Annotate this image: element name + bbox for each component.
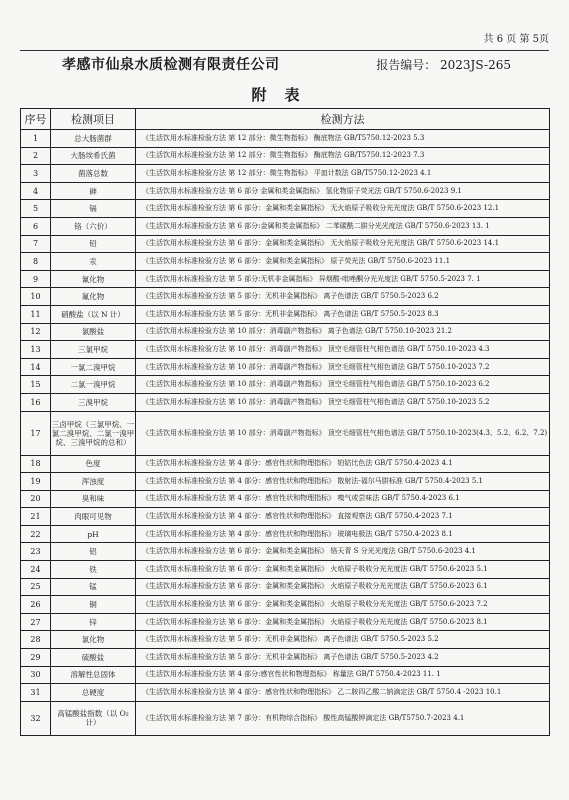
table-row [21,666,550,684]
test-item: 镉 [51,200,136,218]
row-index: 17 [21,411,51,455]
test-item: 锰 [51,578,136,596]
row-index: 30 [21,666,51,684]
table-row [21,200,550,218]
row-index: 10 [21,288,51,306]
row-index: 21 [21,508,51,526]
test-method: 《生活饮用水标准检验方法 第 12 部分：微生物指标》 平皿计数法 GB/T5750.12-2023 4.1 [136,165,550,183]
row-index: 31 [21,684,51,702]
test-method: 《生活饮用水标准检验方法 第 5 部分：无机非金属指标》 离子色谱法 GB/T 5750.5-2023 5.2 [136,631,550,649]
row-index: 4 [21,182,51,200]
test-item: 菌落总数 [51,165,136,183]
row-index: 15 [21,376,51,394]
table-row [21,323,550,341]
row-index: 7 [21,235,51,253]
test-method: 《生活饮用水标准检验方法 第 6 部分：金属和类金属指标》 火焰原子吸收分光光度法 GB/T 5750.6-2023 8.1 [136,613,550,631]
row-index: 32 [21,701,51,735]
table-row [21,288,550,306]
row-index: 26 [21,596,51,614]
table-row [21,217,550,235]
table-row [21,543,550,561]
header-index: 序号 [21,109,51,130]
row-index: 3 [21,165,51,183]
row-index: 18 [21,455,51,473]
row-index: 24 [21,561,51,579]
row-index: 20 [21,490,51,508]
test-method: 《生活饮用水标准检验方法 第 6 部分：金属和类金属指标》 无火焰原子吸收分光光度法 GB/T 5750.6-2023 12.1 [136,200,550,218]
test-item: 总硬度 [51,684,136,702]
table-row [21,613,550,631]
test-method: 《生活饮用水标准检验方法 第 10 部分：消毒副产物指标》 顶空毛细管柱气相色谱法 GB/T 5750.10-2023(4.3、5.2、6.2、7.2) [136,411,550,455]
table-row [21,631,550,649]
test-item: 铜 [51,596,136,614]
test-method: 《生活饮用水标准检验方法 第 4 部分：感官性状和物理指标》 嗅气或尝味法 GB/T 5750.4-2023 6.1 [136,490,550,508]
test-method: 《生活饮用水标准检验方法 第 10 部分：消毒副产物指标》 顶空毛细管柱气相色谱法 GB/T 5750.10-2023 7.2 [136,358,550,376]
row-index: 22 [21,525,51,543]
test-method: 《生活饮用水标准检验方法 第 4 部分：感官性状和物理指标》 乙二胺四乙酸二钠滴定法 GB/T 5750.4 -2023 10.1 [136,684,550,702]
page-info: 共 6 页 第 5页 [483,34,549,45]
table-row [21,701,550,735]
test-item: 三溴甲烷 [51,393,136,411]
test-item: 硝酸盐（以 N 计） [51,305,136,323]
test-item: 氯酸盐 [51,323,136,341]
test-item: 二氯一溴甲烷 [51,376,136,394]
table-row [21,147,550,165]
test-item: 高锰酸盐指数（以 O₂ 计） [51,701,136,735]
test-item: 溶解性总固体 [51,666,136,684]
row-index: 2 [21,147,51,165]
test-item: 三卤甲烷（三氯甲烷、一氯二溴甲烷、二氯一溴甲烷、三溴甲烷的总和） [51,411,136,455]
test-method: 《生活饮用水标准检验方法 第 6 部分：金属和类金属指标》 火焰原子吸收分光光度法 GB/T 5750.6-2023 7.2 [136,596,550,614]
test-method: 《生活饮用水标准检验方法 第 10 部分：消毒副产物指标》 顶空毛细管柱气相色谱法 GB/T 5750.10-2023 6.2 [136,376,550,394]
test-method: 《生活饮用水标准检验方法 第 12 部分：微生物指标》 酶底物法 GB/T5750.12-2023 7.3 [136,147,550,165]
table-row [21,561,550,579]
appendix-title: 附表 [251,86,318,104]
test-item: 肉眼可见物 [51,508,136,526]
test-method: 《生活饮用水标准检验方法 第 5 部分：无机非金属指标》 离子色谱法 GB/T 5750.5-2023 6.2 [136,288,550,306]
test-item: 臭和味 [51,490,136,508]
header-divider [20,50,549,51]
test-item: 锌 [51,613,136,631]
test-item: 大肠埃希氏菌 [51,147,136,165]
row-index: 12 [21,323,51,341]
test-method: 《生活饮用水标准检验方法 第 4 部分：感官性状和物理指标》 直接观察法 GB/T 5750.4-2023 7.1 [136,508,550,526]
row-index: 16 [21,393,51,411]
test-method: 《生活饮用水标准检验方法 第 6 部分：金属和类金属指标》 火焰原子吸收分光光度法 GB/T 5750.6-2023 6.1 [136,578,550,596]
table-body [21,130,550,736]
row-index: 6 [21,217,51,235]
test-item: 浑浊度 [51,473,136,491]
test-method: 《生活饮用水标准检验方法 第 10 部分：消毒副产物指标》 顶空毛细管柱气相色谱法 GB/T 5750.10-2023 4.3 [136,341,550,359]
test-method: 《生活饮用水标准检验方法 第 7 部分：有机物综合指标》 酸性高锰酸钾滴定法 GB/T5750.7-2023 4.1 [136,701,550,735]
test-method: 《生活饮用水标准检验方法 第 10 部分：消毒副产物指标》 顶空毛细管柱气相色谱法 GB/T 5750.10-2023 5.2 [136,393,550,411]
test-item: 总大肠菌群 [51,130,136,148]
table-row [21,253,550,271]
test-method: 《生活饮用水标准检验方法 第 12 部分：微生物指标》 酶底物法 GB/T5750.12-2023 5.3 [136,130,550,148]
table-row [21,270,550,288]
row-index: 27 [21,613,51,631]
row-index: 29 [21,649,51,667]
row-index: 25 [21,578,51,596]
table-row [21,455,550,473]
test-item: 氟化物 [51,288,136,306]
table-row [21,508,550,526]
test-item: 铅 [51,235,136,253]
table-row [21,182,550,200]
test-method: 《生活饮用水标准检验方法 第 6 部分：金属和类金属指标》 火焰原子吸收分光光度法 GB/T 5750.6-2023 5.1 [136,561,550,579]
header-method: 检测方法 [136,109,550,130]
methods-table [20,108,550,736]
table-row [21,393,550,411]
row-index: 28 [21,631,51,649]
test-method: 《生活饮用水标准检验方法 第 6 部分 金属和类金属指标》 氢化物原子荧光法 GB/T 5750.6-2023 9.1 [136,182,550,200]
row-index: 23 [21,543,51,561]
test-item: 汞 [51,253,136,271]
test-item: 氯化物 [51,631,136,649]
row-index: 19 [21,473,51,491]
company-name: 孝感市仙泉水质检测有限责任公司 [62,57,280,73]
test-item: 砷 [51,182,136,200]
table-row [21,358,550,376]
test-item: 一氯二溴甲烷 [51,358,136,376]
table-row [21,578,550,596]
row-index: 8 [21,253,51,271]
table-row [21,684,550,702]
row-index: 5 [21,200,51,218]
test-item: 三氯甲烷 [51,341,136,359]
test-method: 《生活饮用水标准检验方法 第 4 部分：感官性状和物理指标》 散射法-福尔马肼标准 GB/T 5750.4-2023 5.1 [136,473,550,491]
test-item: pH [51,525,136,543]
test-method: 《生活饮用水标准检验方法 第 10 部分：消毒副产物指标》 离子色谱法 GB/T 5750.10-2023 21.2 [136,323,550,341]
table-row [21,525,550,543]
test-method: 《生活饮用水标准检验方法 第 5 部分：无机非金属指标》 离子色谱法 GB/T 5750.5-2023 8.3 [136,305,550,323]
test-method: 《生活饮用水标准检验方法 第 6 部分:金属和类金属指标》 二苯碳酰二肼分光光度法 GB/T 5750.6-2023 13. 1 [136,217,550,235]
test-method: 《生活饮用水标准检验方法 第 6 部分：金属和类金属指标》 铬天青 S 分光光度法 GB/T 5750.6-2023 4.1 [136,543,550,561]
test-item: 铬（六价） [51,217,136,235]
table-row [21,235,550,253]
test-method: 《生活饮用水标准检验方法 第 4 部分:感官性状和物理指标》 称量法 GB/T 5750.4-2023 11. 1 [136,666,550,684]
test-item: 色度 [51,455,136,473]
table-row [21,341,550,359]
table-row [21,411,550,455]
test-item: 硫酸盐 [51,649,136,667]
table-row [21,649,550,667]
row-index: 9 [21,270,51,288]
row-index: 13 [21,341,51,359]
table-row [21,376,550,394]
table-row [21,473,550,491]
row-index: 14 [21,358,51,376]
table-row [21,490,550,508]
table-row [21,165,550,183]
report-number: 报告编号： 2023JS-265 [376,58,511,72]
test-method: 《生活饮用水标准检验方法 第 5 部分:无机非金属指标》 异烟酸-吡唑酮分光光度法 GB/T 5750.5-2023 7. 1 [136,270,550,288]
test-method: 《生活饮用水标准检验方法 第 6 部分：金属和类金属指标》 无火焰原子吸收分光光度法 GB/T 5750.6-2023 14.1 [136,235,550,253]
test-method: 《生活饮用水标准检验方法 第 6 部分：金属和类金属指标》 原子荧光法 GB/T 5750.6-2023 11.1 [136,253,550,271]
table-row [21,596,550,614]
header-item: 检测项目 [51,109,136,130]
test-item: 铁 [51,561,136,579]
test-method: 《生活饮用水标准检验方法 第 4 部分：感官性状和物理指标》 玻璃电极法 GB/T 5750.4-2023 8.1 [136,525,550,543]
table-row [21,130,550,148]
test-method: 《生活饮用水标准检验方法 第 5 部分：无机非金属指标》 离子色谱法 GB/T 5750.5-2023 4.2 [136,649,550,667]
table-row [21,305,550,323]
test-item: 氰化物 [51,270,136,288]
row-index: 1 [21,130,51,148]
row-index: 11 [21,305,51,323]
test-item: 铝 [51,543,136,561]
test-method: 《生活饮用水标准检验方法 第 4 部分：感官性状和物理指标》 铂钴比色法 GB/T 5750.4-2023 4.1 [136,455,550,473]
